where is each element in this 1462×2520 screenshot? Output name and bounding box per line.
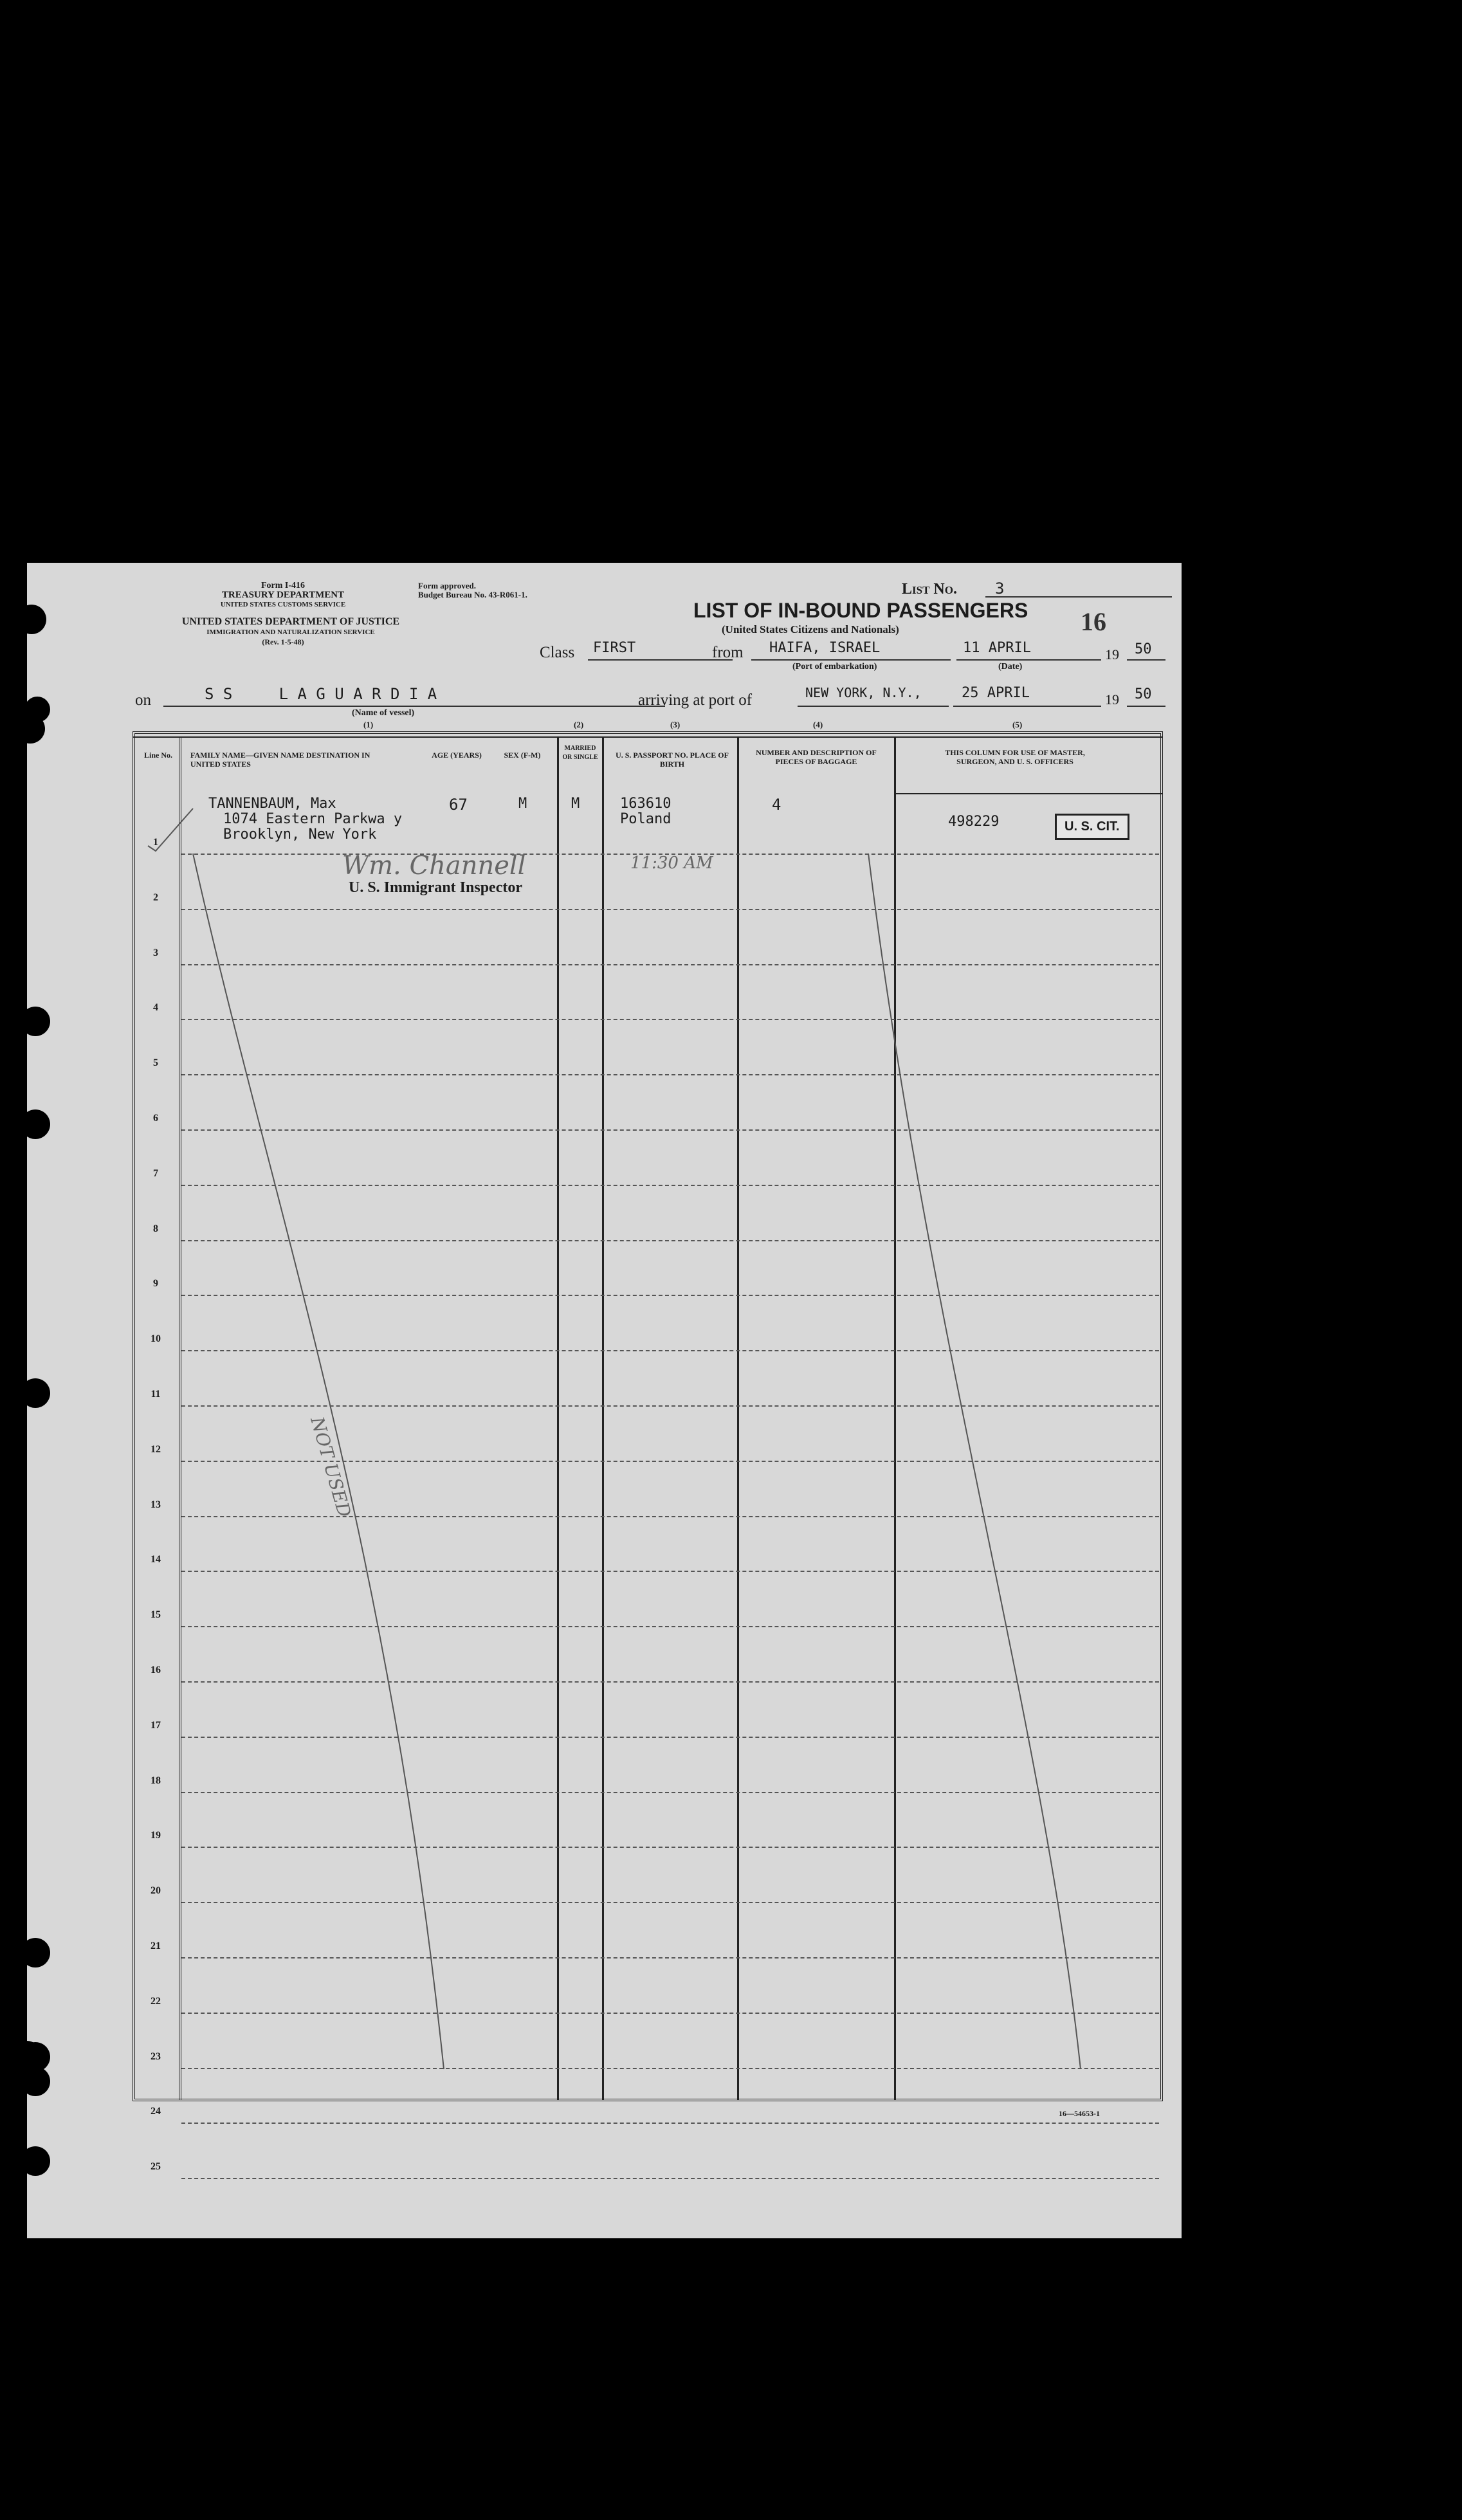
- col-number: (2): [574, 720, 584, 729]
- footer-code: 16—54653-1: [1059, 2109, 1100, 2118]
- not-used-note: NOT USED: [306, 1414, 356, 1520]
- passport-number: 163610: [620, 796, 672, 812]
- passenger-address-street: 1074 Eastern Parkwa y: [223, 811, 403, 827]
- col-number: (4): [813, 720, 823, 729]
- row-number: 5: [153, 1057, 158, 1069]
- row-number: 1: [153, 837, 158, 848]
- not-used-strike-lines: [27, 563, 1182, 2238]
- row-number: 25: [151, 2161, 161, 2173]
- col-number: (1): [363, 720, 374, 729]
- year-prefix: 19: [1105, 646, 1119, 662]
- ins-label: IMMIGRATION AND NATURALIZATION SERVICE: [206, 628, 375, 636]
- row-number: 17: [151, 1719, 161, 1731]
- date-caption: (Date): [998, 662, 1023, 671]
- col-number: (5): [1012, 720, 1023, 729]
- row-number: 24: [151, 2106, 161, 2117]
- birthplace: Poland: [620, 811, 672, 827]
- vessel-caption: (Name of vessel): [352, 708, 415, 718]
- baggage-count: 4: [772, 796, 781, 814]
- on-label: on: [135, 691, 151, 709]
- arrival-port: NEW YORK, N.Y.,: [805, 685, 922, 700]
- row-number: 12: [151, 1443, 161, 1455]
- form-subtitle: (United States Citizens and Nationals): [722, 623, 899, 635]
- us-cit-stamp: U. S. CIT.: [1055, 814, 1129, 840]
- departure-date: 11 APRIL: [963, 640, 1031, 656]
- col-header-passport: U. S. PASSPORT NO. PLACE OF BIRTH: [616, 751, 729, 769]
- row-number: 3: [153, 947, 158, 958]
- row-number: 22: [151, 1995, 161, 2007]
- arrival-date: 25 APRIL: [962, 685, 1030, 701]
- row-number: 14: [151, 1554, 161, 1566]
- inspection-time: 11:30 AM: [630, 854, 713, 873]
- form-title: LIST OF IN-BOUND PASSENGERS: [693, 599, 1028, 622]
- year2-prefix: 19: [1105, 691, 1119, 708]
- col-header-name: FAMILY NAME—GIVEN NAME DESTINATION IN UNITED STATES: [190, 751, 370, 769]
- passenger-sex: M: [518, 796, 527, 812]
- class-value: FIRST: [593, 640, 636, 656]
- vessel-name: S S L A G U A R D I A: [205, 685, 437, 703]
- col-header-officers: THIS COLUMN FOR USE OF MASTER, SURGEON, AND U. S. OFFICERS: [945, 748, 1085, 766]
- row-number: 6: [153, 1113, 158, 1124]
- col-header-age: AGE (YEARS): [432, 751, 482, 760]
- strike-line-left: [193, 854, 444, 2069]
- strike-line-right: [868, 854, 1081, 2069]
- row-number: 9: [153, 1278, 158, 1290]
- row-number: 2: [153, 891, 158, 903]
- arriving-label: arriving at port of: [638, 691, 753, 709]
- treasury-label: TREASURY DEPARTMENT: [221, 590, 345, 600]
- row-number: 4: [153, 1002, 158, 1014]
- arrival-year: 50: [1135, 686, 1152, 702]
- row-number: 13: [151, 1499, 161, 1510]
- passenger-married: M: [571, 796, 580, 812]
- col-header-line: Line No.: [143, 751, 172, 760]
- row-number: 18: [151, 1775, 161, 1786]
- row-number: 11: [151, 1389, 161, 1400]
- inspector-stamp: U. S. Immigrant Inspector: [349, 879, 522, 896]
- check-mark: [148, 808, 193, 851]
- customs-label: UNITED STATES CUSTOMS SERVICE: [220, 601, 346, 608]
- col-number: (3): [670, 720, 681, 729]
- col-header-baggage: NUMBER AND DESCRIPTION OF PIECES OF BAGGAGE: [756, 748, 877, 766]
- form-approved: Form approved.: [418, 581, 477, 590]
- row-number: 7: [153, 1167, 158, 1179]
- page-number: 16: [1081, 607, 1106, 636]
- departure-year: 50: [1135, 641, 1152, 657]
- from-value: HAIFA, ISRAEL: [769, 640, 881, 656]
- form-number: Form I-416: [260, 581, 306, 590]
- passenger-name: TANNENBAUM, Max: [208, 796, 336, 812]
- officer-number: 498229: [948, 814, 1000, 830]
- row-number: 21: [151, 1940, 161, 1951]
- row-number: 10: [151, 1333, 161, 1345]
- row-number: 8: [153, 1223, 158, 1234]
- class-label: Class: [540, 644, 575, 661]
- budget-bureau: Budget Bureau No. 43-R061-1.: [418, 590, 527, 599]
- manifest-sheet: [27, 563, 1182, 2238]
- list-number: 3: [995, 580, 1005, 598]
- row-number: 19: [151, 1830, 161, 1841]
- revision-label: (Rev. 1-5-48): [262, 637, 304, 646]
- justice-label: UNITED STATES DEPARTMENT OF JUSTICE: [181, 616, 400, 627]
- inspector-signature: Wm. Channell: [342, 851, 526, 881]
- col-header-married: MARRIED OR SINGLE: [562, 745, 598, 761]
- row-number: 16: [151, 1665, 161, 1675]
- list-label: List No.: [902, 581, 957, 598]
- col-header-sex: SEX (F-M): [504, 751, 541, 760]
- row-number: 15: [151, 1609, 161, 1621]
- passenger-address-city: Brooklyn, New York: [223, 826, 377, 843]
- port-embark-caption: (Port of embarkation): [792, 662, 877, 671]
- row-number: 20: [151, 1885, 161, 1897]
- passenger-age: 67: [449, 796, 468, 814]
- from-label: from: [712, 644, 744, 661]
- row-number: 23: [151, 2050, 161, 2062]
